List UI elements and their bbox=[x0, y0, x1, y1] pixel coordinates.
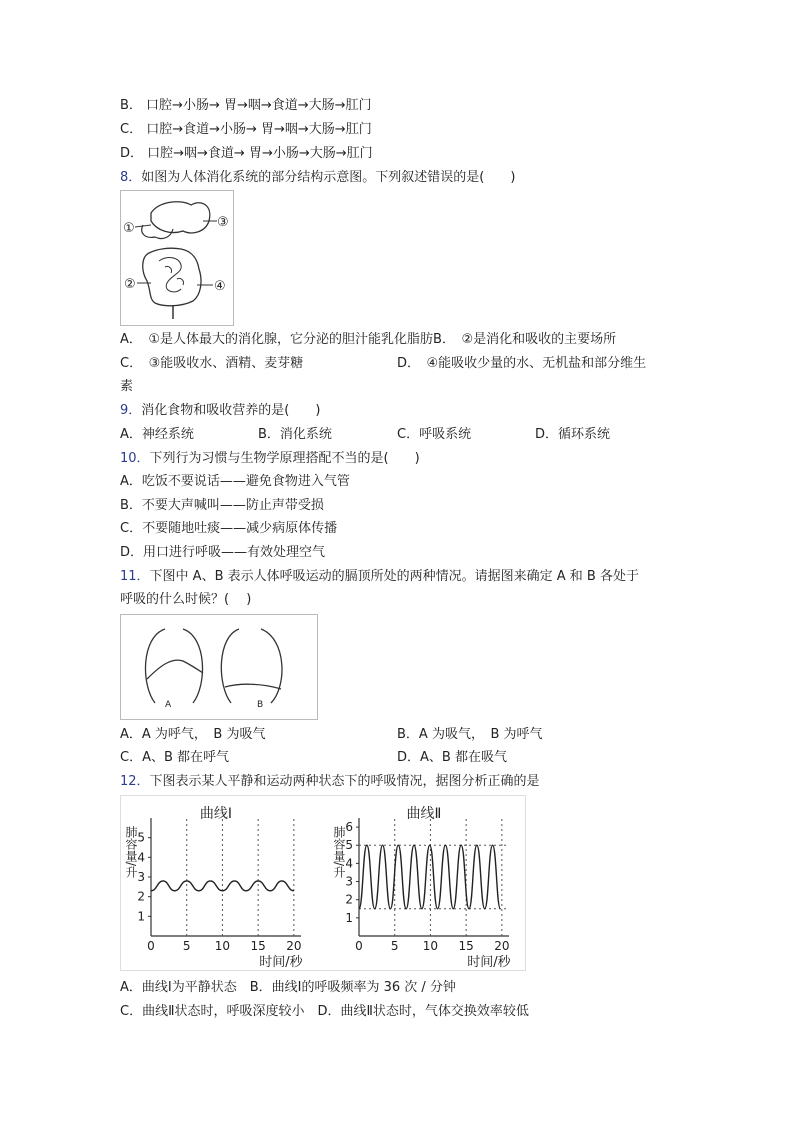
label-3: ③ bbox=[217, 215, 229, 230]
q11-stem-continued: 呼吸的什么时候？( ) bbox=[120, 592, 252, 607]
label-1: ① bbox=[123, 221, 135, 236]
q9-option-b: B．消化系统 bbox=[258, 427, 332, 442]
q7-option-c: C． 口腔→食道→小肠→ 胃→咽→大肠→肛门 bbox=[120, 122, 372, 137]
chart-1-x-tick: 0 bbox=[147, 939, 155, 953]
chart-1-y-tick: 1 bbox=[137, 909, 145, 924]
chart-2-x-tick: 15 bbox=[458, 939, 474, 953]
label-2: ② bbox=[124, 277, 136, 292]
q11-text: 下图中 A、B 表示人体呼吸运动的膈顶所处的两种情况。请据图来确定 A 和 B 各处于 bbox=[149, 569, 639, 584]
diaphragm-figure bbox=[120, 614, 318, 720]
q8-option-d: D． ④能吸收少量的水、无机盐和部分维生 bbox=[397, 356, 647, 371]
q8-option-c: C． ③能吸收水、酒精、麦芽糖 bbox=[120, 356, 304, 371]
chart-1-y-tick: 4 bbox=[137, 850, 145, 865]
q11-stem bbox=[120, 567, 639, 587]
chart-2-ylabel: 肺容量/升 bbox=[332, 826, 346, 879]
chart-2-y-tick: 4 bbox=[345, 856, 353, 871]
q10-stem bbox=[120, 449, 420, 469]
q9-option-d: D．循环系统 bbox=[535, 427, 611, 442]
chart-1-title: 曲线Ⅰ bbox=[199, 806, 233, 822]
chart-1-ylabel: 肺容量/升 bbox=[124, 826, 138, 879]
q7-option-b: B． 口腔→小肠→ 胃→咽→食道→大肠→肛门 bbox=[120, 98, 372, 113]
label-4: ④ bbox=[214, 279, 226, 294]
chart-2-y-tick: 1 bbox=[345, 910, 353, 925]
q10-number: 10． bbox=[120, 451, 150, 466]
digestive-system-figure bbox=[120, 190, 234, 326]
q12-text: 下图表示某人平静和运动两种状态下的呼吸情况，据图分析正确的是 bbox=[149, 774, 540, 789]
chart-2-y-tick: 6 bbox=[345, 820, 353, 835]
chart-1-x-tick: 5 bbox=[182, 939, 191, 953]
chart-1-y-tick: 2 bbox=[137, 889, 145, 904]
q11-number: 11． bbox=[120, 569, 150, 584]
q11-option-b: B．A 为吸气， B 为呼气 bbox=[397, 727, 543, 742]
q11-option-a: A．A 为呼气， B 为吸气 bbox=[120, 727, 266, 742]
q9-option-c: C．呼吸系统 bbox=[397, 427, 472, 442]
q8-option-d-continued: 素 bbox=[120, 379, 134, 394]
q10-option-c: C．不要随地吐痰——减少病原体传播 bbox=[120, 521, 338, 536]
chart-2-title: 曲线Ⅱ bbox=[406, 806, 442, 822]
chart-2-series-line bbox=[359, 845, 500, 909]
chart-2-x-tick: 0 bbox=[355, 939, 363, 953]
q12-option-cd: C．曲线Ⅱ状态时，呼吸深度较小 D．曲线Ⅱ状态时，气体交换效率较低 bbox=[120, 1004, 529, 1019]
figure-label-b: B bbox=[257, 700, 264, 710]
q8-number: 8． bbox=[120, 170, 142, 185]
q10-option-a: A．吃饭不要说话——避免食物进入气管 bbox=[120, 474, 350, 489]
chart-1-x-tick: 10 bbox=[214, 939, 231, 953]
breathing-charts-figure bbox=[120, 795, 526, 971]
chart-2-y-tick: 5 bbox=[345, 838, 353, 853]
q12-stem bbox=[120, 772, 540, 792]
q12-number: 12． bbox=[120, 774, 150, 789]
q10-text: 下列行为习惯与生物学原理搭配不当的是( ) bbox=[149, 451, 420, 466]
figure-label-a: A bbox=[165, 700, 172, 710]
chart-2-x-tick: 20 bbox=[494, 939, 510, 953]
q7-option-d: D． 口腔→咽→食道→ 胃→小肠→大肠→肛门 bbox=[120, 146, 373, 161]
q9-text: 消化食物和吸收营养的是( ) bbox=[141, 403, 321, 418]
q12-option-ab: A．曲线Ⅰ为平静状态 B．曲线Ⅰ的呼吸频率为 36 次 / 分钟 bbox=[120, 980, 456, 995]
chart-1-x-tick: 15 bbox=[250, 939, 266, 953]
chart-1-xlabel: 时间/秒 bbox=[259, 955, 303, 970]
chart-1-y-tick: 5 bbox=[137, 830, 145, 845]
q8-option-a: A． ①是人体最大的消化腺，它分泌的胆汁能乳化脂肪B． ②是消化和吸收的主要场所 bbox=[120, 332, 617, 347]
chart-2-y-tick: 3 bbox=[345, 874, 353, 889]
q9-number: 9． bbox=[120, 403, 142, 418]
q10-option-b: B．不要大声喊叫——防止声带受损 bbox=[120, 498, 324, 513]
breathing-charts bbox=[121, 796, 525, 970]
chart-1-x-tick: 20 bbox=[286, 939, 302, 953]
q11-option-d: D．A、B 都在吸气 bbox=[397, 750, 507, 765]
q9-option-a: A．神经系统 bbox=[120, 427, 194, 442]
q11-option-c: C．A、B 都在呼气 bbox=[120, 750, 230, 765]
q8-text: 如图为人体消化系统的部分结构示意图。下列叙述错误的是( ) bbox=[141, 170, 516, 185]
q10-option-d: D．用口进行呼吸——有效处理空气 bbox=[120, 545, 326, 560]
chart-2-xlabel: 时间/秒 bbox=[467, 955, 511, 970]
chart-2-x-tick: 10 bbox=[422, 939, 439, 953]
chart-2-x-tick: 5 bbox=[390, 939, 399, 953]
chart-2-y-tick: 2 bbox=[345, 892, 353, 907]
chart-1-y-tick: 3 bbox=[137, 870, 145, 884]
q9-stem bbox=[120, 401, 320, 421]
q8-stem bbox=[120, 168, 515, 188]
